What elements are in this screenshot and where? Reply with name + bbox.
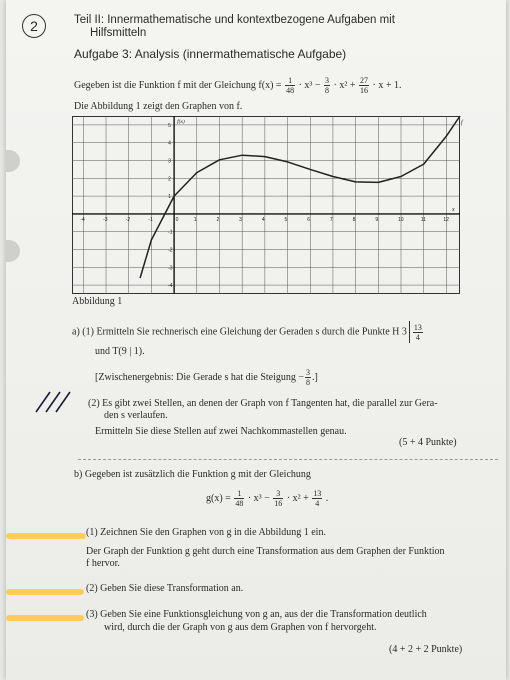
y-tick-label: 3 [168,158,171,165]
part-b-text6: wird, durch die der Graph von g aus dem Graphen von f hervorgeht. [104,622,377,633]
term: · x³ − [298,79,321,91]
part-b-text4: Geben Sie diese Transformation an. [100,583,244,594]
highlighter-stroke [6,533,86,539]
task-heading: Aufgabe 3: Analysis (innermathematische Aufgabe) [74,47,347,61]
x-tick-label: 12 [443,216,449,223]
x-tick-label: 4 [261,216,265,223]
y-tick-label: -2 [168,247,173,254]
subtask-number: (1) [82,326,94,338]
fraction: $\frac{3}{8}$ [306,368,311,387]
worksheet-page [6,0,506,680]
header-title-line2: Hilfsmitteln [90,27,147,39]
term: . [325,492,329,504]
curve-f [140,116,460,278]
term: · x + 1. [372,79,402,91]
highlighter-stroke [6,615,84,621]
fraction: $\frac{13}{4}$ [313,489,322,508]
function-f-lhs: f(x) = [258,79,282,91]
x-tick-label: 9 [375,216,379,223]
page-number-circle [22,14,46,38]
graph-frame [73,117,460,294]
term: · x² + [333,79,356,91]
part-b-points: (4 + 2 + 2 Punkte) [389,644,463,655]
fraction: $\frac{1}{48}$ [235,489,244,508]
zwischenergebnis-text: [Zwischenergebnis: Die Gerade s hat die Steigung − [95,371,305,383]
x-axis-label: x [452,206,455,213]
function-graph [72,116,463,294]
part-a-line1 [72,321,424,343]
figure-intro: Die Abbildung 1 zeigt den Graphen von f. [74,101,243,112]
x-tick-label: 11 [420,216,426,223]
function-f-intro: Gegeben ist die Funktion f mit der Gleichung [74,79,256,91]
x-tick-label: -4 [80,216,85,223]
part-a-zwischen [95,368,318,387]
x-tick-label: -1 [148,216,153,223]
fraction: $\frac{3}{16}$ [274,489,283,508]
punch-hole [6,240,20,262]
part-b-text3: f hervor. [86,558,120,569]
x-tick-label: -2 [125,216,131,223]
zwischenergebnis-end: .] [312,371,318,383]
x-tick-label: 10 [398,216,404,223]
divider [78,459,498,460]
y-tick-label: 2 [168,176,171,183]
y-tick-label: -3 [168,265,173,272]
x-tick-label: 1 [193,216,197,223]
function-g-lhs: g(x) = [206,492,231,504]
fraction: $\frac{3}{8}$ [325,76,330,95]
x-tick-label: 6 [307,216,311,223]
term: · x² + [286,492,309,504]
x-tick-label: 5 [284,216,288,223]
fraction: $\frac{1}{48}$ [286,76,295,95]
part-a-text3: Es gibt zwei Stellen, an denen der Graph von f Tangenten hat, die parallel zur Gera- [102,398,438,409]
term: · x³ − [247,492,270,504]
y-tick-label: -4 [168,283,173,290]
subtask-number: (2) [88,398,100,409]
fraction: $\frac{27}{16}$ [360,76,368,95]
y-tick-label: 1 [168,194,171,201]
part-b-task3 [86,609,427,620]
curve-label: f [461,120,463,126]
part-a-line4 [88,398,438,409]
figure-caption: Abbildung 1 [72,296,123,307]
handwritten-marks [32,388,82,414]
x-tick-label: 2 [216,216,220,223]
fraction: $\frac{13}{4}$ [413,322,422,342]
page-number: 2 [30,18,38,34]
part-b-intro-line [74,469,311,480]
point-h-integer: 3 [401,326,407,338]
part-a-text1: Ermitteln Sie rechnerisch eine Gleichung der Geraden s durch die Punkte H [96,326,400,338]
highlighter-stroke [6,589,84,595]
separator [409,321,410,343]
x-tick-label: -3 [103,216,108,223]
part-a-line6: Ermitteln Sie diese Stellen auf zwei Nachkommastellen genau. [95,426,347,437]
part-b-text2: Der Graph der Funktion g geht durch eine Transformation aus dem Graphen der Funktion [86,546,445,557]
subtask-number: (1) [86,527,98,538]
part-b-intro: Gegeben ist zusätzlich die Funktion g mit der Gleichung [84,469,311,480]
x-tick-label: 3 [239,216,242,223]
x-tick-label: 7 [329,216,333,223]
part-a-label: a) [72,326,80,338]
punch-hole [6,150,20,172]
origin-label: 0 [175,216,179,223]
part-a-points: (5 + 4 Punkte) [399,437,457,448]
y-tick-label: 5 [168,122,171,129]
part-b-task2 [86,583,243,594]
part-b-text1: Zeichnen Sie den Graphen von g in die Abbildung 1 ein. [100,527,326,538]
part-a-line5: den s verlaufen. [104,410,168,421]
y-axis-label: f(x) [177,119,185,125]
part-a-line2: und T(9 | 1). [95,346,145,357]
function-g-line [206,489,328,508]
y-tick-label: 4 [168,140,171,147]
y-tick-label: -1 [168,229,173,236]
part-b-label: b) [74,469,83,480]
part-b-text5: Geben Sie eine Funktionsgleichung von g an, aus der die Transformation deutlich [100,609,427,620]
function-f-line [74,76,401,95]
header-title-line1: Teil II: Innermathematische und kontextbezogene Aufgaben mit [74,14,395,26]
x-tick-label: 8 [352,216,356,223]
subtask-number: (3) [86,609,98,620]
part-b-task1 [86,527,326,538]
subtask-number: (2) [86,583,98,594]
